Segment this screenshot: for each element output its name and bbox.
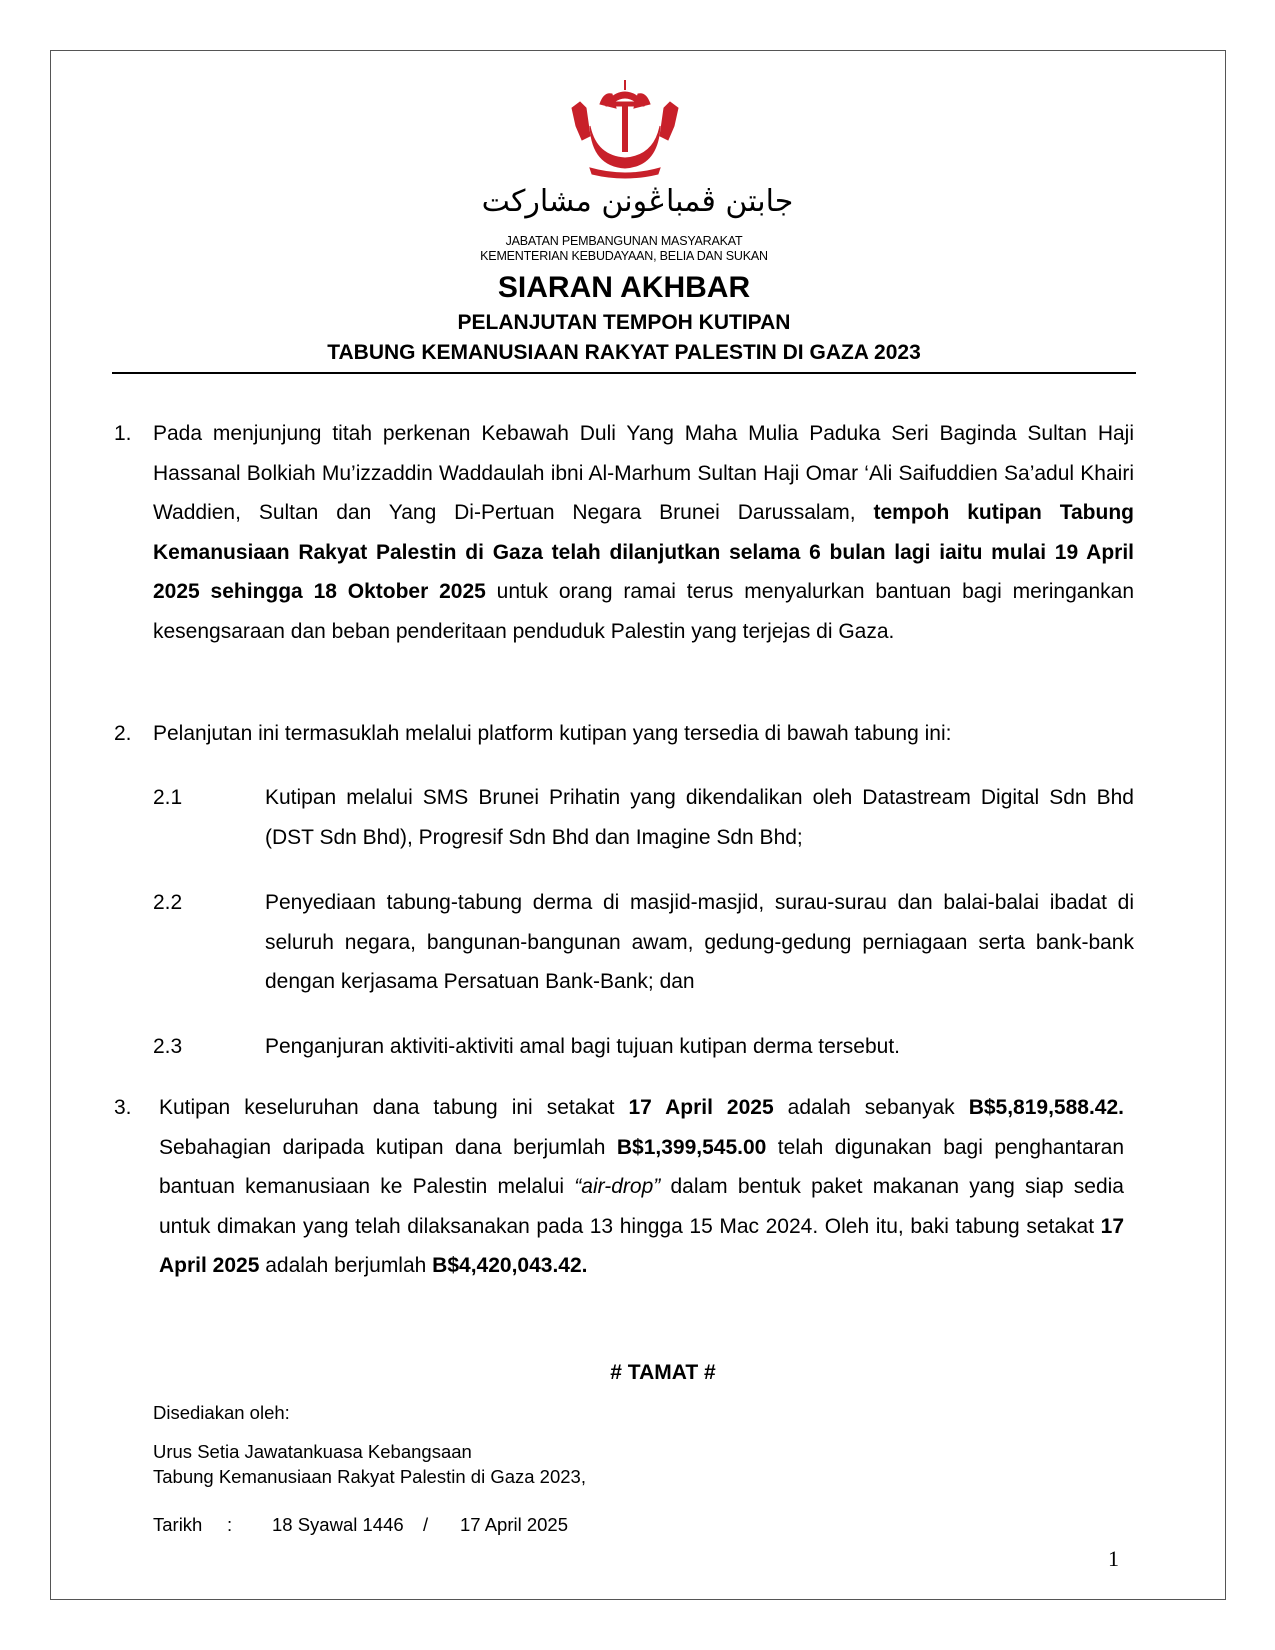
- paragraph-1-text-bold: tempoh kutipan Tabung Kemanusiaan Rakyat Palestin di Gaza telah dilanjutkan selama 6 bulan lagi iaitu mulai 19 April 2025 sehingga 18 Oktober 2025: [153, 501, 1134, 603]
- paragraph-3-number: 3.: [114, 1096, 132, 1119]
- sub-item-2-2-text: Penyediaan tabung-tabung derma di masjid-masjid, surau-surau dan balai-balai ibadat di seluruh negara, bangunan-bangunan awam, gedung-gedung perniagaan serta bank-bank dengan kerjasama Persatuan Bank-Bank; dan: [265, 891, 1134, 993]
- paragraph-3-text: telah digunakan bagi penghantaran bantuan kemanusiaan ke Palestin melalui: [159, 1135, 1124, 1198]
- document-subtitle-1: PELANJUTAN TEMPOH KUTIPAN: [457, 311, 791, 334]
- brunei-crest-logo: [560, 78, 690, 180]
- paragraph-1: [153, 414, 1134, 651]
- air-drop-term: “air-drop”: [574, 1175, 661, 1198]
- department-jawi-name: جابتن ڤمباڠونن مشاركت: [481, 184, 794, 219]
- paragraph-3-text: adalah berjumlah: [259, 1254, 433, 1277]
- date-gregorian: 17 April 2025: [460, 1514, 569, 1535]
- date-separator: /: [423, 1514, 429, 1535]
- document-subtitle-2: TABUNG KEMANUSIAAN RAKYAT PALESTIN DI GAZA 2023: [327, 341, 921, 364]
- paragraph-2-number: 2.: [114, 722, 132, 745]
- paragraph-2: Pelanjutan ini termasuklah melalui platform kutipan yang tersedia di bawah tabung ini:: [153, 722, 952, 745]
- balance-amount: B$4,420,043.42.: [432, 1254, 588, 1277]
- sub-item-2-3-number: 2.3: [153, 1035, 183, 1058]
- total-collection-amount: B$5,819,588.42.: [968, 1096, 1124, 1119]
- paragraph-3-text: Sebahagian daripada kutipan dana berjumlah: [159, 1135, 617, 1159]
- ministry-name: KEMENTERIAN KEBUDAYAAN, BELIA DAN SUKAN: [480, 249, 768, 263]
- paragraph-3-text: adalah sebanyak: [773, 1096, 969, 1119]
- sub-item-2-2-number: 2.2: [153, 891, 183, 914]
- date-hijri: 18 Syawal 1446: [272, 1514, 404, 1535]
- collection-date: 17 April 2025: [628, 1096, 774, 1119]
- department-name: JABATAN PEMBANGUNAN MASYARAKAT: [505, 234, 743, 248]
- sub-item-2-3-text: Penganjuran aktiviti-aktiviti amal bagi tujuan kutipan derma tersebut.: [265, 1035, 901, 1058]
- sub-item-2-1-text: Kutipan melalui SMS Brunei Prihatin yang dikendalikan oleh Datastream Digital Sdn Bhd (DST Sdn Bhd), Progresif Sdn Bhd dan Imagine Sdn Bhd;: [265, 786, 1134, 849]
- sub-item-2-1-number: 2.1: [153, 786, 183, 809]
- paragraph-1-text-b: untuk orang ramai terus menyalurkan bantuan bagi meringankan kesengsaraan dan beban penderitaan penduduk Palestin yang terjejas di Gaza.: [153, 580, 1135, 643]
- header-divider: [112, 372, 1136, 374]
- prepared-by-label: Disediakan oleh:: [153, 1402, 290, 1423]
- paragraph-3: [159, 1088, 1124, 1286]
- end-marker: # TAMAT #: [610, 1361, 716, 1384]
- used-amount: B$1,399,545.00: [616, 1135, 767, 1159]
- paragraph-3-text: Kutipan keseluruhan dana tabung ini setakat: [159, 1096, 629, 1119]
- page-number: 1: [1108, 1546, 1119, 1571]
- paragraph-1-number: 1.: [114, 422, 132, 445]
- preparer-org-line-1: Urus Setia Jawatankuasa Kebangsaan: [153, 1441, 472, 1462]
- document-title: SIARAN AKHBAR: [497, 271, 751, 304]
- preparer-org-line-2: Tabung Kemanusiaan Rakyat Palestin di Gaza 2023,: [153, 1466, 586, 1487]
- date-colon: :: [227, 1514, 233, 1535]
- paragraph-1-text-a: Pada menjunjung titah perkenan Kebawah Duli Yang Maha Mulia Paduka Seri Baginda Sultan Haji Hassanal Bolkiah Mu’izzaddin Waddaulah ibni Al-Marhum Sultan Haji Omar ‘Ali Saifuddien Sa’adul Khairi Waddien, Sultan dan Yang Di-Pertuan Negara Brunei Darussalam,: [153, 422, 1134, 524]
- date-label: Tarikh: [153, 1514, 203, 1535]
- paragraph-3-text: dalam bentuk paket makanan yang siap sedia untuk dimakan yang telah dilaksanakan pada 13 hingga 15 Mac 2024. Oleh itu, baki tabung setakat: [159, 1175, 1124, 1238]
- balance-date: 17 April 2025: [159, 1214, 1124, 1277]
